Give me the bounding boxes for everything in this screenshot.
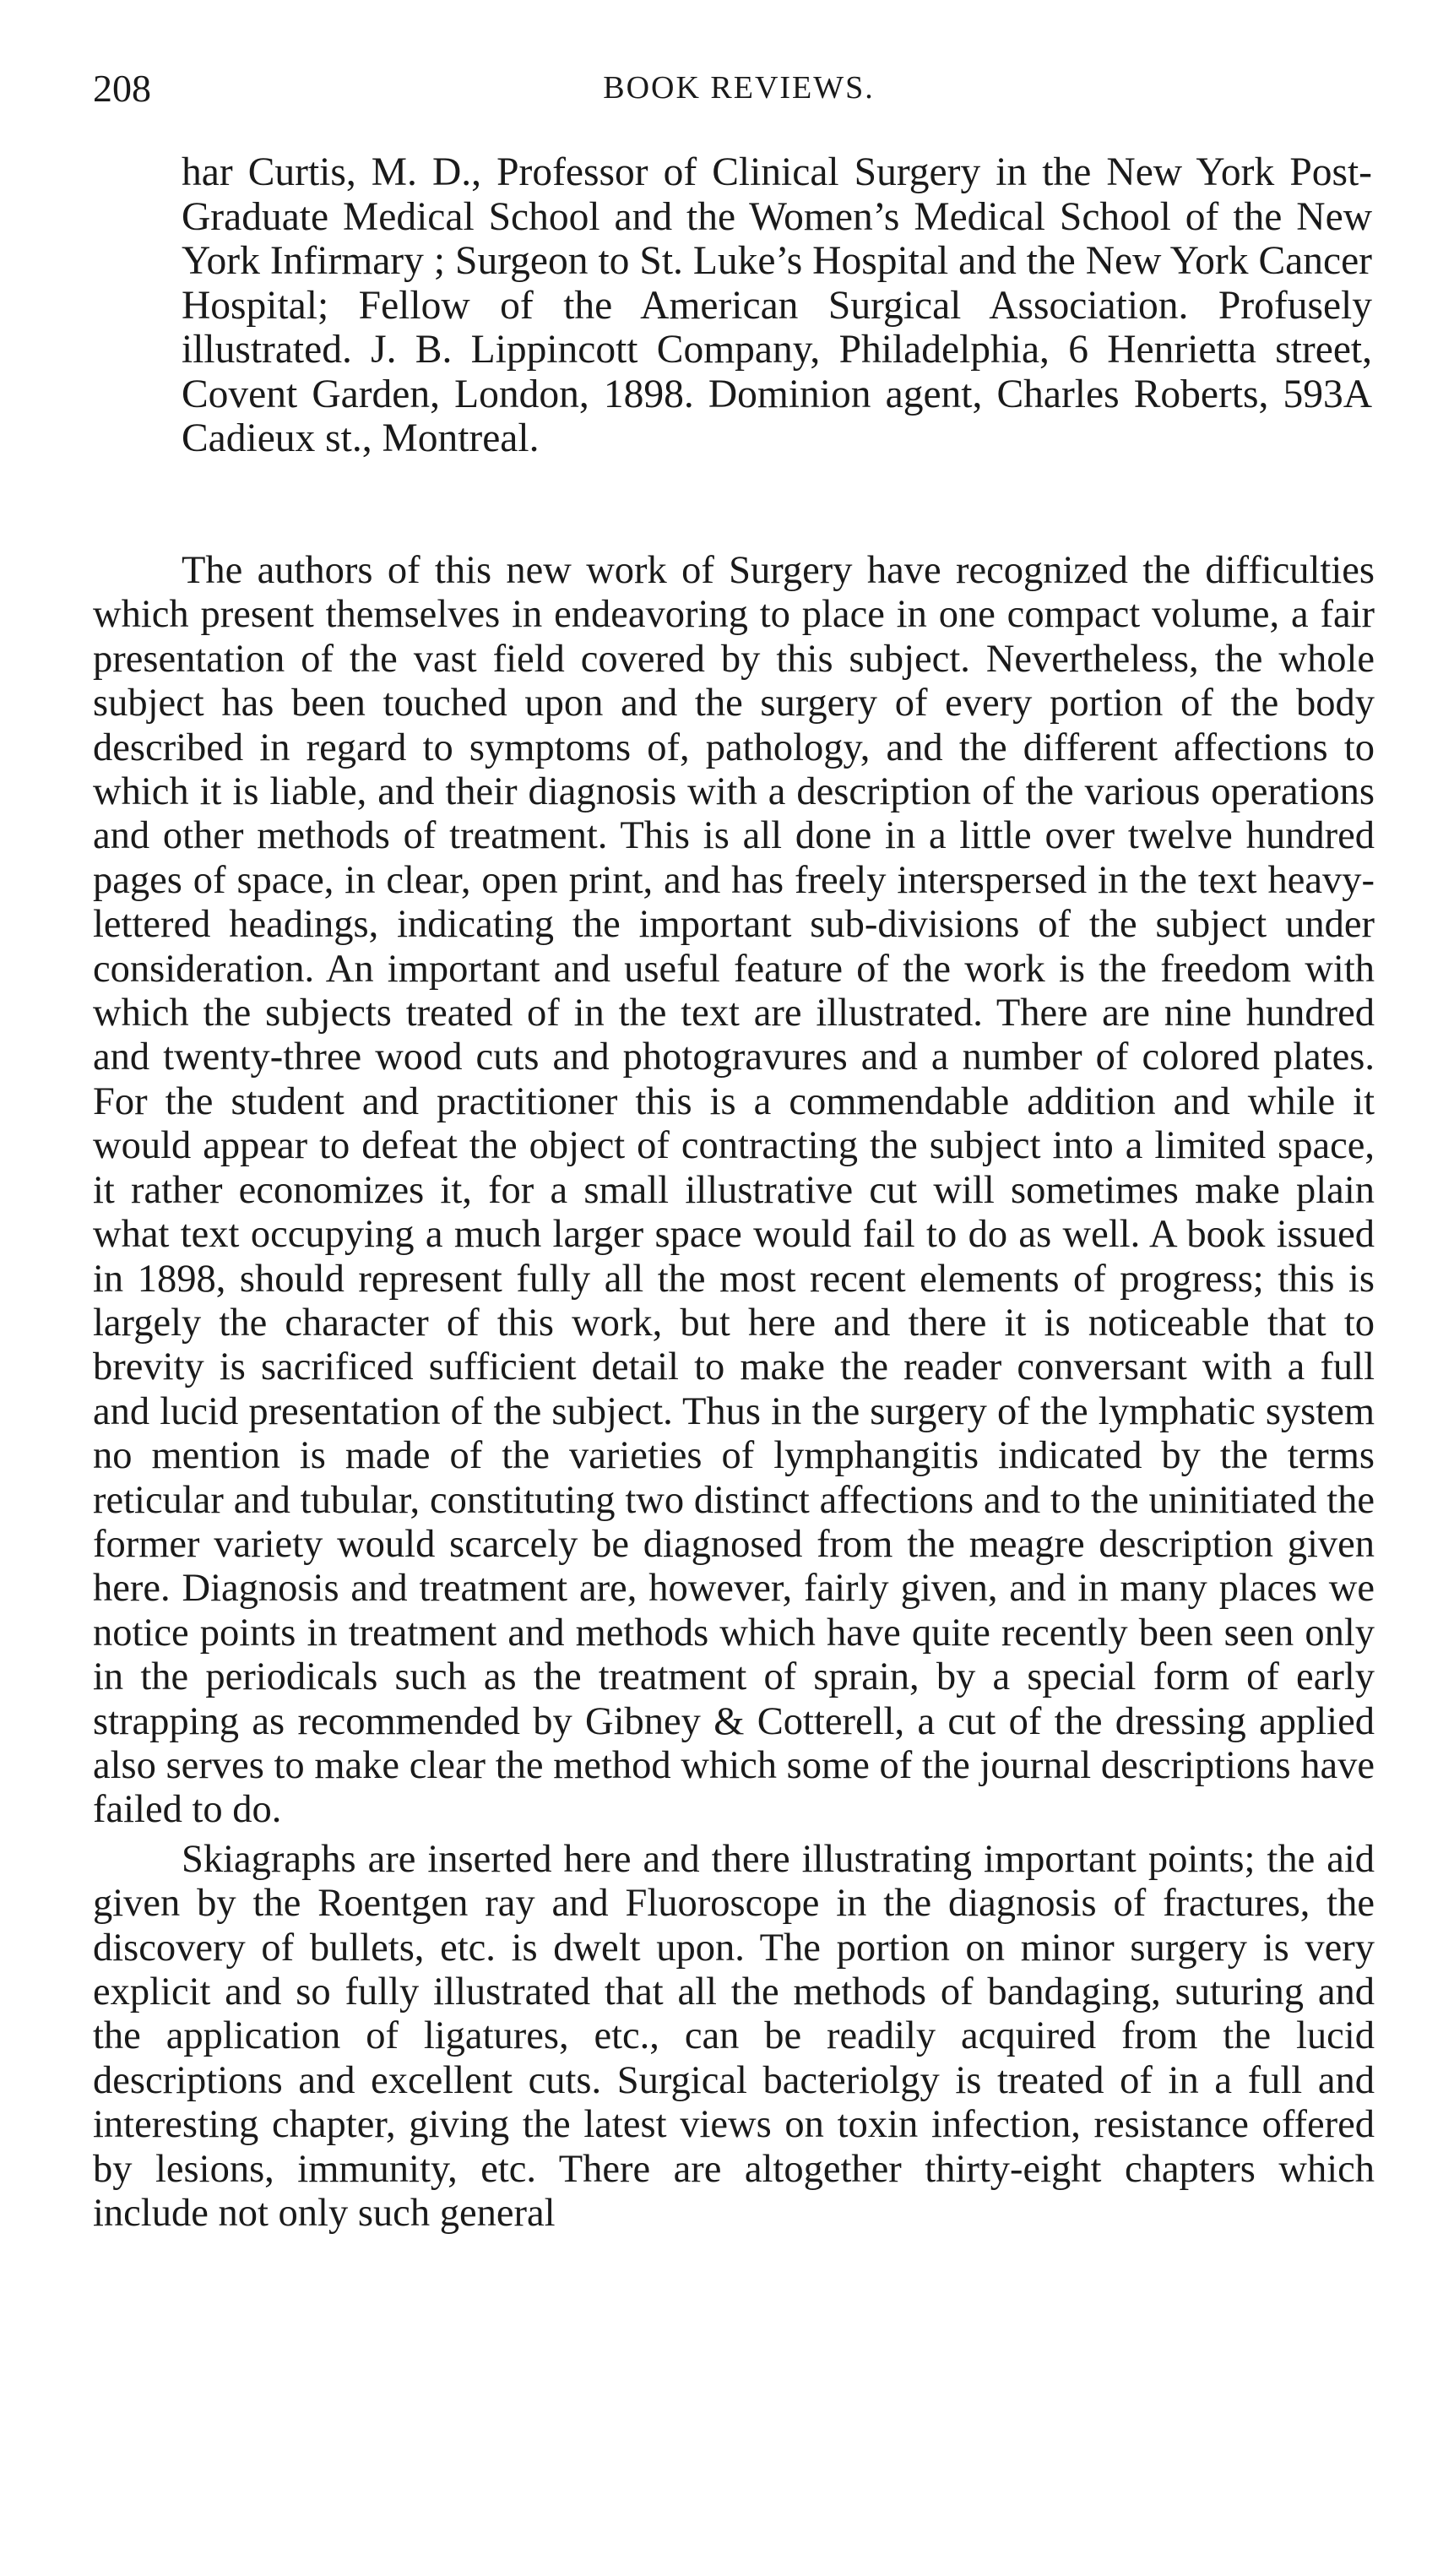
- review-body: [93, 549, 1375, 2236]
- running-head: [93, 66, 1385, 117]
- book-citation: har Curtis, M. D., Professor of Clinical Surgery in the New York Post-Graduate Medical School and the Women’s Medical School of the New York Infirmary ; Surgeon to St. Luke’s Hospital and the New York Cancer Hospital; Fellow of the American Surgical Association. Profusely illustrated. J. B. Lippincott Company, Philadelphia, 6 Henrietta street, Covent Garden, London, 1898. Dominion agent, Charles Roberts, 593A Cadieux st., Montreal.: [182, 150, 1372, 460]
- section-title: BOOK REVIEWS.: [603, 70, 875, 106]
- page-number: 208: [93, 67, 151, 110]
- review-paragraph-1: The authors of this new work of Surgery have recognized the difficulties which present themselves in endeavoring to place in one compact volume, a fair presentation of the vast field covered by this subject. Nevertheless, the whole subject has been touched upon and the surgery of every portion of the body described in regard to symptoms of, pathology, and the different affections to which it is liable, and their diagnosis with a description of the various operations and other methods of treatment. This is all done in a little over twelve hundred pages of space, in clear, open print, and has freely interspersed in the text heavy-lettered headings, indicating the important sub-divisions of the subject under consideration. An important and useful feature of the work is the freedom with which the subjects treated of in the text are illustrated. There are nine hundred and twenty-three wood cuts and photogravures and a number of colored plates. For the student and practitioner this is a commendable addition and while it would appear to defeat the object of contracting the subject into a limited space, it rather economizes it, for a small illustrative cut will sometimes make plain what text occupying a much larger space would fail to do as well. A book issued in 1898, should represent fully all the most recent elements of progress; this is largely the character of this work, but here and there it is noticeable that to brevity is sacrificed sufficient detail to make the reader conversant with a full and lucid presentation of the subject. Thus in the surgery of the lymphatic system no mention is made of the varieties of lymphangitis indicated by the terms reticular and tubular, constituting two distinct affections and to the uninitiated the former variety would scarcely be diagnosed from the meagre description given here. Diagnosis and treatment are, however, fairly given, and in many places we notice points in treatment and methods which have quite recently been seen only in the periodicals such as the treatment of sprain, by a special form of early strapping as recommended by Gibney & Cotterell, a cut of the dressing applied also serves to make clear the method which some of the journal descriptions have failed to do.: [93, 549, 1375, 1832]
- review-paragraph-2: Skiagraphs are inserted here and there illustrating important points; the aid given by the Roentgen ray and Fluoroscope in the diagnosis of fractures, the discovery of bullets, etc. is dwelt upon. The portion on minor surgery is very explicit and so fully illustrated that all the methods of bandaging, suturing and the application of ligatures, etc., can be readily acquired from the lucid descriptions and excellent cuts. Surgical bacteriolgy is treated of in a full and interesting chapter, giving the latest views on toxin infection, resistance offered by lesions, immunity, etc. There are altogether thirty-eight chapters which include not only such general: [93, 1837, 1375, 2236]
